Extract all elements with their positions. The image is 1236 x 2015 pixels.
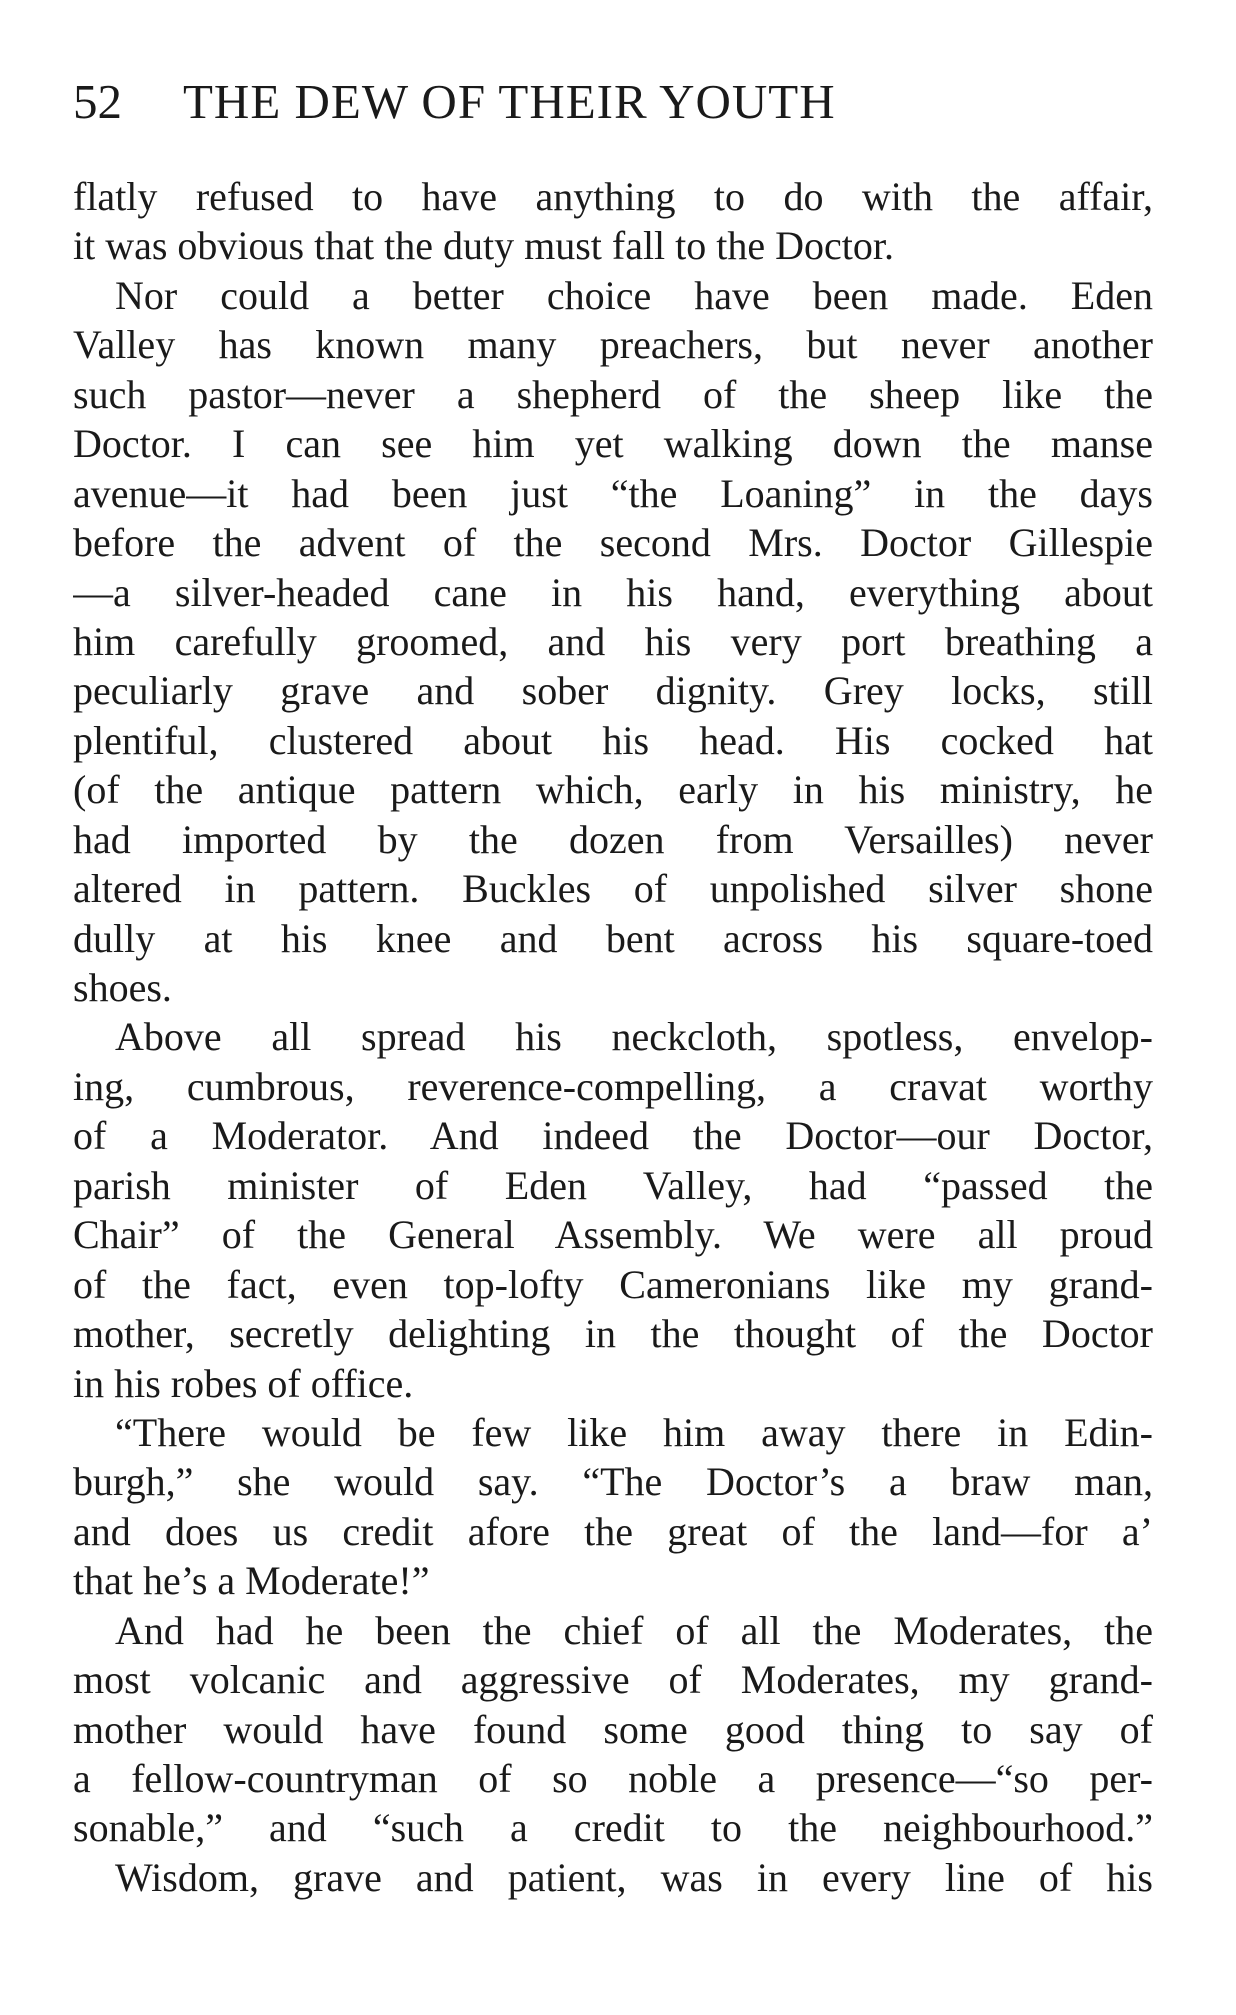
running-title: THE DEW OF THEIR YOUTH xyxy=(183,74,836,129)
running-head xyxy=(73,72,1153,132)
page-number: 52 xyxy=(73,74,122,129)
text-line: had imported by the dozen from Versailles) never xyxy=(73,816,1153,862)
text-line: —a silver-headed cane in his hand, everything about xyxy=(73,569,1153,615)
text-line: avenue—it had been just “the Loaning” in the days xyxy=(73,470,1153,516)
text-line: mother would have found some good thing to say of xyxy=(73,1706,1153,1752)
text-line: Wisdom, grave and patient, was in every line of his xyxy=(115,1854,1153,1900)
text-line: him carefully groomed, and his very port breathing a xyxy=(73,618,1153,664)
text-line: Nor could a better choice have been made. Eden xyxy=(115,272,1153,318)
text-line: sonable,” and “such a credit to the neighbourhood.” xyxy=(73,1805,1153,1851)
text-line: that he’s a Moderate!” xyxy=(73,1558,430,1604)
text-line: peculiarly grave and sober dignity. Grey locks, still xyxy=(73,668,1153,714)
text-line: altered in pattern. Buckles of unpolished silver shone xyxy=(73,866,1153,912)
text-line: in his robes of office. xyxy=(73,1360,414,1406)
text-line: of the fact, even top-lofty Cameronians like my grand- xyxy=(73,1261,1153,1307)
text-line: Chair” of the General Assembly. We were all proud xyxy=(73,1212,1153,1258)
text-line: plentiful, clustered about his head. His cocked hat xyxy=(73,717,1153,763)
text-line: most volcanic and aggressive of Moderates, my grand- xyxy=(73,1657,1153,1703)
text-line: Doctor. I can see him yet walking down the manse xyxy=(73,421,1153,467)
text-line: such pastor—never a shepherd of the sheep like the xyxy=(73,371,1153,417)
text-line: And had he been the chief of all the Moderates, the xyxy=(115,1607,1153,1653)
text-line: Above all spread his neckcloth, spotless, envelop- xyxy=(115,1014,1153,1060)
text-line: burgh,” she would say. “The Doctor’s a braw man, xyxy=(73,1459,1153,1505)
text-line: and does us credit afore the great of the land—for a’ xyxy=(73,1508,1153,1554)
text-line: ing, cumbrous, reverence-compelling, a cravat worthy xyxy=(73,1063,1153,1109)
text-line: parish minister of Eden Valley, had “passed the xyxy=(73,1162,1153,1208)
text-line: (of the antique pattern which, early in his ministry, he xyxy=(73,767,1153,813)
text-line: of a Moderator. And indeed the Doctor—our Doctor, xyxy=(73,1113,1153,1159)
text-line: dully at his knee and bent across his square-toed xyxy=(73,915,1153,961)
text-line: a fellow-countryman of so noble a presence—“so per- xyxy=(73,1756,1153,1801)
text-line: “There would be few like him away there in Edin- xyxy=(115,1409,1153,1455)
body-text xyxy=(73,172,1153,1902)
text-line: Valley has known many preachers, but never another xyxy=(73,322,1153,368)
text-line: it was obvious that the duty must fall to the Doctor. xyxy=(73,223,895,269)
text-line: before the advent of the second Mrs. Doctor Gillespie xyxy=(73,520,1153,566)
text-line: mother, secretly delighting in the thought of the Doctor xyxy=(73,1311,1153,1357)
text-line: flatly refused to have anything to do with the affair, xyxy=(73,174,1153,219)
text-line: shoes. xyxy=(73,965,172,1010)
